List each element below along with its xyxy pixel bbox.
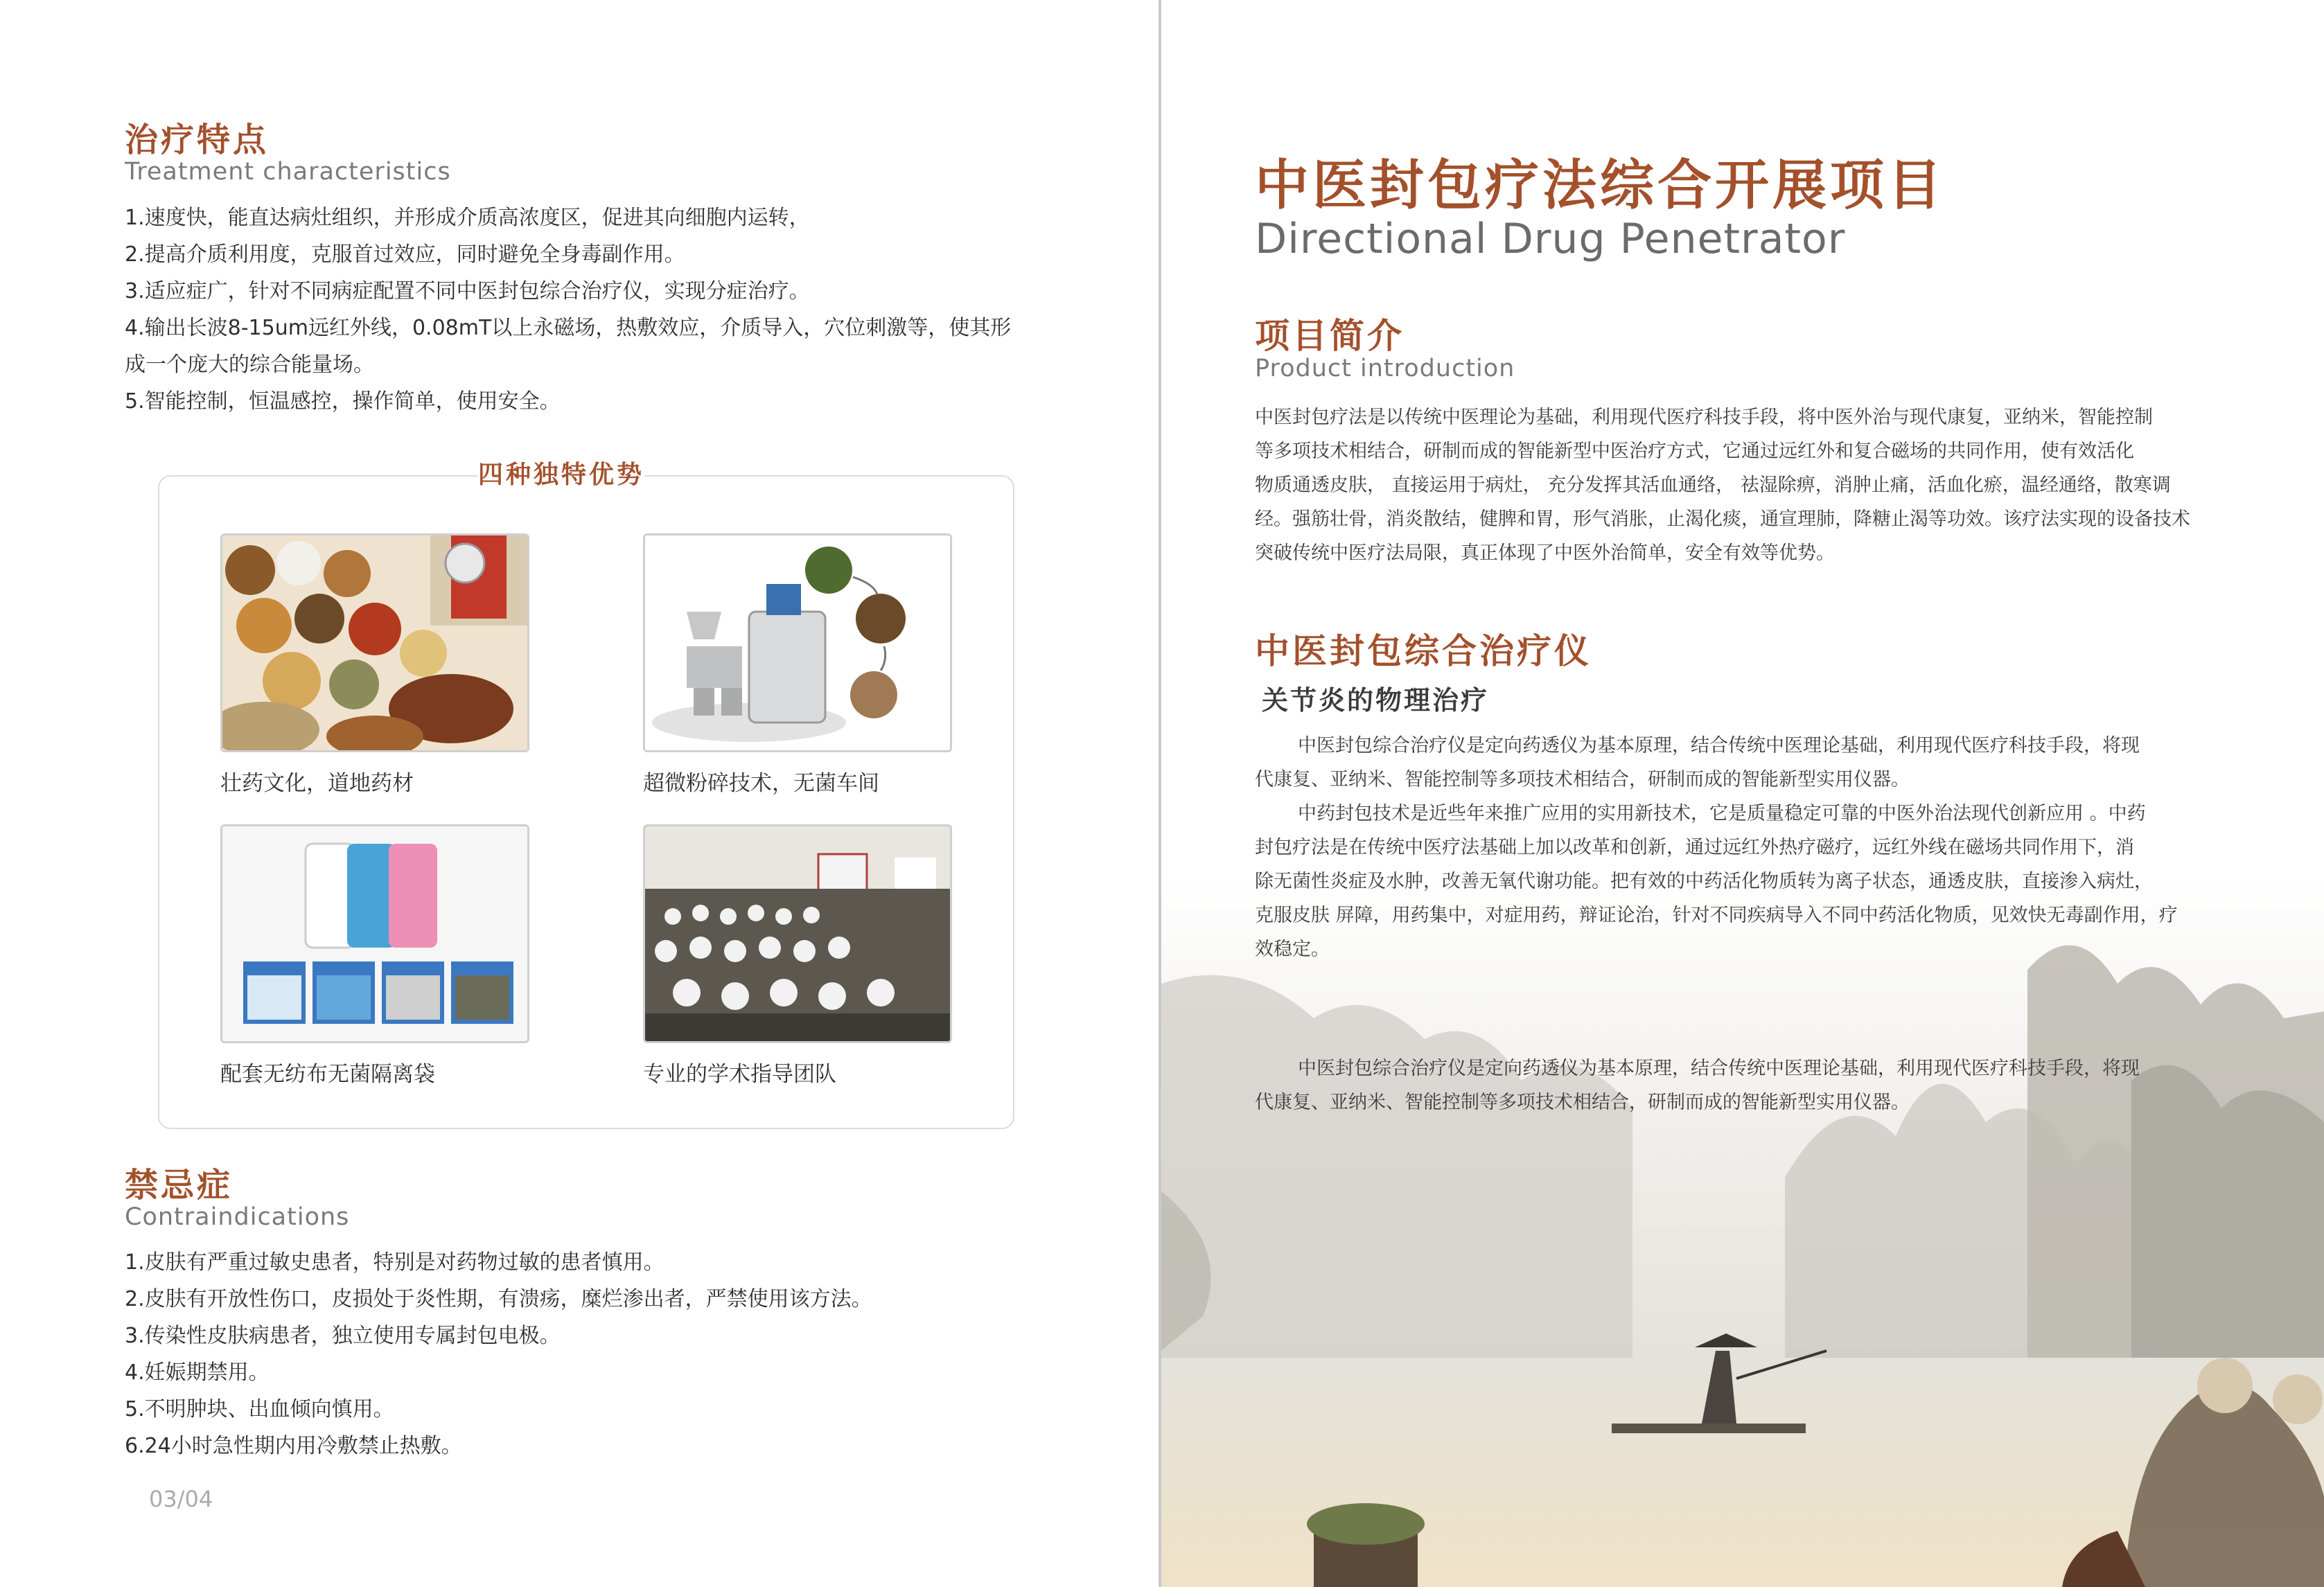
intro-paragraph bbox=[1255, 400, 2190, 570]
left-page bbox=[0, 0, 1159, 1587]
list-item: 3.适应症广，针对不同病症配置不同中医封包综合治疗仪，实现分症治疗。 bbox=[125, 279, 810, 303]
intro-subtitle: Product introduction bbox=[1255, 355, 1515, 382]
paragraph-line: 突破传统中医疗法局限，真正体现了中医外治简单，安全有效等优势。 bbox=[1255, 542, 1835, 564]
list-item: 6.24小时急性期内用冷敷禁止热敷。 bbox=[125, 1434, 462, 1458]
academic-team-photo bbox=[643, 824, 952, 1043]
paragraph-line: 代康复、亚纳米、智能控制等多项技术相结合，研制而成的智能新型实用仪器。 bbox=[1255, 769, 1910, 790]
list-item: 4.妊娠期禁用。 bbox=[125, 1360, 270, 1385]
paragraph-line: 物质通透皮肤， 直接运用于病灶， 充分发挥其活血通络， 祛湿除痹，消肿止痛，活血化瘀，温经通络，散寒调 bbox=[1255, 475, 2171, 496]
advantage-caption-2: 超微粉碎技术，无菌车间 bbox=[643, 771, 879, 796]
paragraph-line: 中医封包疗法是以传统中医理论为基础，利用现代医疗科技手段，将中医外治与现代康复，亚纳米，智能控制 bbox=[1255, 407, 2153, 428]
advantage-caption-1: 壮药文化，道地药材 bbox=[220, 771, 414, 796]
paragraph-line: 中医封包综合治疗仪是定向药透仪为基本原理，结合传统中医理论基础，利用现代医疗科技手段，将现 bbox=[1298, 1058, 2140, 1079]
device-summary-paragraph bbox=[1255, 1052, 2140, 1119]
sterile-bag-photo bbox=[220, 824, 529, 1043]
main-title: 中医封包疗法综合开展项目 bbox=[1255, 154, 1946, 217]
treatment-title: 治疗特点 bbox=[125, 121, 270, 159]
list-item: 1.速度快，能直达病灶组织，并形成介质高浓度区，促进其向细胞内运转， bbox=[125, 206, 810, 230]
paragraph-line: 中医封包综合治疗仪是定向药透仪为基本原理，结合传统中医理论基础，利用现代医疗科技手段，将现 bbox=[1298, 735, 2140, 756]
paragraph-line: 克服皮肤 屏障，用药集中，对症用药，辩证论治，针对不同疾病导入不同中药活化物质，见效快无毒副作用，疗 bbox=[1255, 905, 2178, 926]
contraindications-title: 禁忌症 bbox=[125, 1166, 234, 1205]
intro-title: 项目简介 bbox=[1255, 316, 1405, 356]
list-item: 3.传染性皮肤病患者，独立使用专属封包电极。 bbox=[125, 1324, 561, 1348]
paragraph-line: 效稳定。 bbox=[1255, 939, 1330, 960]
paragraph-line: 封包疗法是在传统中医疗法基础上加以改革和创新，通过远红外热疗磁疗，远红外线在磁场共同作用下，消 bbox=[1255, 837, 2134, 858]
list-item: 2.提高介质利用度，克服首过效应，同时避免全身毒副作用。 bbox=[125, 242, 685, 267]
advantage-caption-3: 配套无纺布无菌隔离袋 bbox=[220, 1062, 435, 1087]
treatment-subtitle: Treatment characteristics bbox=[125, 158, 451, 186]
list-item: 1.皮肤有严重过敏史患者，特别是对药物过敏的患者慎用。 bbox=[125, 1250, 664, 1275]
list-item: 4.输出长波8-15um远红外线，0.08mT以上永磁场，热敷效应，介质导入，穴位刺激等，使其形 bbox=[125, 316, 1012, 340]
paragraph-line: 等多项技术相结合，研制而成的智能新型中医治疗方式，它通过远红外和复合磁场的共同作用，使有效活化 bbox=[1255, 441, 2134, 462]
grinding-machine-photo bbox=[643, 533, 952, 752]
paragraph-line: 除无菌性炎症及水肿，改善无氧代谢功能。把有效的中药活化物质转为离子状态，通透皮肤，直接渗入病灶， bbox=[1255, 871, 2153, 892]
list-item: 5.不明肿块、出血倾向慎用。 bbox=[125, 1397, 394, 1421]
device-paragraph bbox=[1255, 729, 2178, 966]
advantage-caption-4: 专业的学术指导团队 bbox=[643, 1062, 836, 1087]
right-page bbox=[1161, 0, 2324, 1587]
paragraph-line: 代康复、亚纳米、智能控制等多项技术相结合，研制而成的智能新型实用仪器。 bbox=[1255, 1092, 1910, 1113]
list-item: 成一个庞大的综合能量场。 bbox=[125, 353, 374, 377]
list-item: 2.皮肤有开放性伤口，皮损处于炎性期，有溃疡，糜烂渗出者，严禁使用该方法。 bbox=[125, 1287, 872, 1311]
device-subtitle: 关节炎的物理治疗 bbox=[1262, 685, 1490, 716]
herbal-medicine-photo bbox=[220, 533, 529, 752]
main-subtitle: Directional Drug Penetrator bbox=[1255, 215, 1846, 263]
advantages-title: 四种独特优势 bbox=[478, 456, 644, 495]
list-item: 5.智能控制，恒温感控，操作简单，使用安全。 bbox=[125, 389, 561, 414]
paragraph-line: 中药封包技术是近些年来推广应用的实用新技术，它是质量稳定可靠的中医外治法现代创新应用 。中药 bbox=[1298, 803, 2146, 824]
contraindications-list bbox=[125, 1244, 872, 1464]
paragraph-line: 经。强筋壮骨，消炎散结，健脾和胃，形气消胀，止渴化痰，通宣理肺，降糖止渴等功效。该疗法实现的设备技术 bbox=[1255, 508, 2190, 530]
page-number: 03/04 bbox=[149, 1486, 213, 1512]
device-title: 中医封包综合治疗仪 bbox=[1255, 631, 1592, 671]
treatment-list bbox=[125, 200, 1011, 420]
contraindications-subtitle: Contraindications bbox=[125, 1203, 350, 1231]
